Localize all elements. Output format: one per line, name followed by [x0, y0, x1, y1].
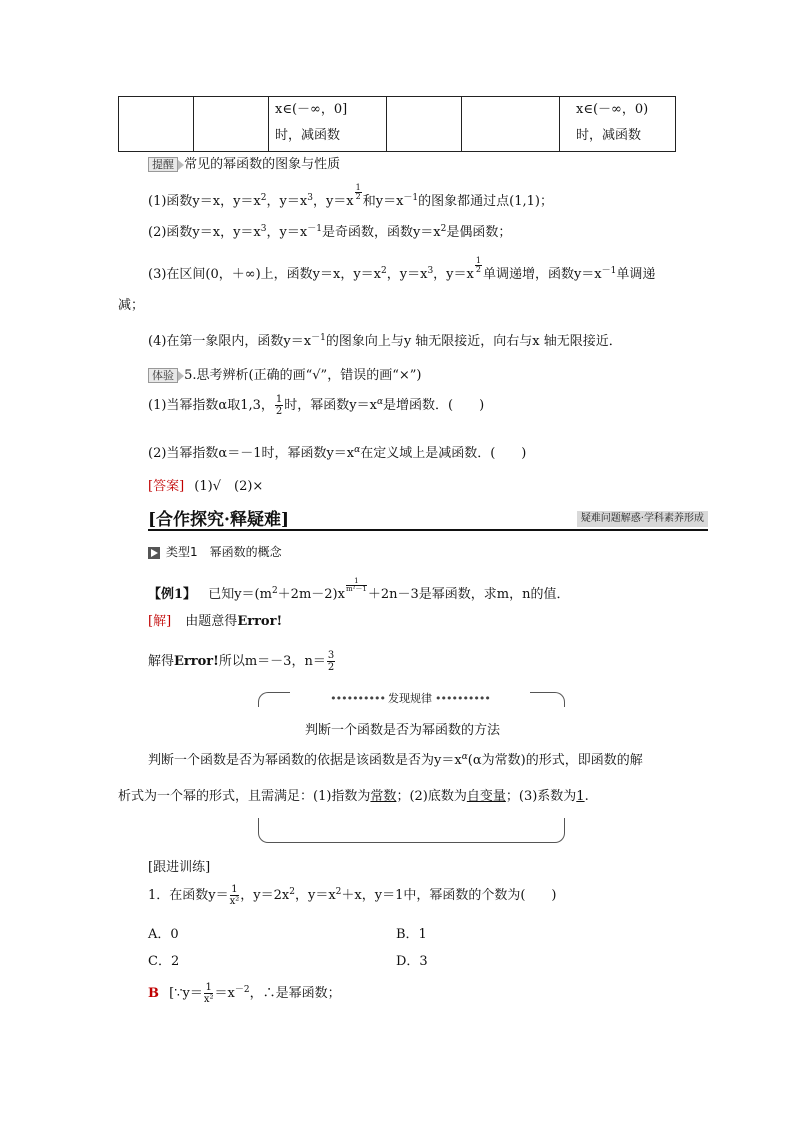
fraction-numerator: 1	[231, 884, 238, 895]
text: 在定义域上是减函数．( )	[360, 446, 527, 461]
fraction-denominator: x²	[203, 994, 214, 1005]
solution-line-2	[148, 650, 336, 673]
text: 是偶函数；	[446, 225, 512, 240]
text: ，y＝2x	[240, 888, 290, 903]
text: 所以m＝－3，n＝	[218, 654, 326, 669]
exponent: α	[461, 752, 468, 762]
fraction-numerator: 1	[475, 256, 481, 265]
rule-box-title: 判断一个函数是否为幂函数的方法	[305, 723, 501, 738]
text: ，y＝x	[266, 225, 308, 240]
fraction-denominator: 2	[275, 406, 283, 417]
text: ，y＝x	[294, 888, 336, 903]
table-cell	[119, 97, 194, 152]
text: ，y＝x	[433, 267, 474, 282]
exponent: －1	[601, 266, 617, 276]
tiyan-title: 5.思考辨析(正确的画“√”，错误的画“×”)	[184, 368, 422, 383]
answer-label: [答案]	[148, 479, 185, 494]
text: ，y＝x	[266, 194, 308, 209]
text: (2)当幂指数α＝－1时，幂函数y＝x	[148, 446, 355, 461]
exponent: －1	[403, 193, 419, 203]
text: 解得	[148, 654, 175, 669]
tixing-item-3	[148, 257, 655, 282]
fraction-numerator: 3	[327, 650, 335, 661]
solution-line-1	[148, 610, 282, 629]
exponent: －2	[234, 985, 250, 995]
text: 由题意得	[185, 614, 238, 629]
text: (α为常数)的形式，即函数的解	[467, 753, 643, 768]
text: (1)当幂指数α取1,3，	[148, 398, 274, 413]
fraction-numerator: 1	[275, 394, 283, 405]
exponent: α	[354, 445, 361, 455]
tixing-heading	[148, 153, 340, 172]
exponent-fraction	[346, 578, 367, 593]
exponent: 2	[440, 224, 447, 234]
text: ；(2)底数为	[396, 789, 467, 804]
play-triangle-icon	[148, 547, 160, 559]
fraction	[275, 394, 283, 417]
fraction	[204, 982, 214, 1005]
rule-label-text: 发现规律	[388, 692, 432, 705]
tixing-item-1	[148, 184, 553, 209]
exponent-fraction	[355, 184, 362, 201]
option-a: A．0	[148, 927, 179, 942]
text: 析式为一个幂的形式，且需满足：(1)指数为	[118, 789, 371, 804]
cell-line: 时，减函数	[275, 128, 341, 143]
cell-line: 时，减函数	[576, 128, 642, 143]
fraction-denominator: 2	[327, 662, 335, 673]
text: 是增函数．( )	[383, 398, 485, 413]
training-question-1	[148, 884, 556, 907]
table-cell	[387, 97, 462, 152]
fraction-denominator: m²－1	[345, 585, 367, 593]
table-row	[119, 97, 676, 152]
fraction-numerator: 1	[205, 982, 212, 993]
cell-line: x∈(－∞，0]	[275, 102, 348, 117]
table-cell	[462, 97, 560, 152]
type-label: 类型1 幂函数的概念	[166, 545, 282, 559]
fraction-denominator: 2	[355, 192, 361, 201]
tiyan-tag: 体验	[148, 368, 178, 383]
section-header	[148, 507, 708, 531]
example-1	[148, 578, 569, 602]
text: 时，幂函数y＝x	[284, 398, 377, 413]
answer-letter: B	[148, 986, 159, 1001]
tixing-item-4	[148, 330, 622, 349]
exponent: α	[376, 397, 384, 407]
text: 单调递	[616, 267, 656, 282]
text: [∵y＝	[169, 986, 203, 1001]
error-text: Error!	[174, 654, 219, 669]
exponent: 2	[260, 193, 267, 203]
cell-line: x∈(－∞，0)	[576, 102, 649, 117]
exponent: 2	[271, 586, 278, 596]
text: ，y＝x	[312, 194, 354, 209]
rule-box-paragraph-1	[148, 749, 643, 768]
text: 1．在函数y＝	[148, 888, 229, 903]
training-label: [跟进训练]	[148, 860, 211, 875]
fraction-numerator: 1	[355, 183, 361, 192]
exponent: －1	[311, 333, 326, 343]
exponent: 2	[335, 887, 342, 897]
tiyan-question-2	[148, 442, 526, 461]
text: ＋2n－3是幂函数，求m，n的值．	[367, 587, 570, 602]
table-cell	[194, 97, 269, 152]
tixing-item-2	[148, 221, 511, 240]
text: ；(3)系数为	[505, 789, 577, 804]
text: 的图象都通过点(1,1)；	[418, 194, 553, 209]
tiyan-question-1	[148, 394, 484, 417]
text: 是奇函数，函数y＝x	[321, 225, 441, 240]
option-d: D．3	[396, 954, 428, 969]
underlined-answer: 1	[576, 789, 585, 804]
exponent: 3	[307, 193, 313, 203]
text: ，∴是幂函数；	[249, 986, 341, 1001]
table-cell	[560, 97, 676, 152]
text: (3)在区间(0，＋∞)上，函数y＝x，y＝x	[148, 267, 382, 282]
tiyan-answer	[148, 475, 263, 494]
fraction	[230, 884, 240, 907]
text: (1)函数y＝x，y＝x	[148, 194, 261, 209]
exponent: 3	[260, 224, 267, 234]
option-b: B．1	[396, 927, 427, 942]
exponent: 2	[381, 266, 387, 276]
exponent: 2	[289, 887, 295, 897]
tixing-item-3-wrap: 减；	[118, 298, 145, 313]
exponent: 3	[427, 266, 434, 276]
exponent-fraction	[475, 257, 482, 274]
text: 的图象向上与y 轴无限接近，向右与x 轴无限接近．	[325, 334, 622, 349]
tiyan-heading	[148, 364, 421, 383]
rule-box-label: •••••••••• 发现规律 ••••••••••	[290, 692, 530, 706]
table-cell	[269, 97, 387, 152]
example-label: 【例1】	[148, 587, 197, 602]
text: ＝x	[214, 986, 235, 1001]
section-subtitle: 疑难问题解惑·学科素养形成	[577, 511, 708, 527]
text: ＋x，y＝1中，幂函数的个数为( )	[341, 888, 557, 903]
text: (4)在第一象限内，函数y＝x	[148, 334, 312, 349]
fraction-numerator: 1	[346, 578, 367, 586]
tixing-tag: 提醒	[148, 157, 178, 172]
error-text: Error!	[237, 614, 283, 629]
text: 已知y＝(m	[208, 587, 272, 602]
fraction-denominator: x²	[229, 896, 240, 907]
text: 和y＝x	[362, 194, 404, 209]
section-title: [合作探究·释疑难]	[148, 510, 290, 530]
text: ＋2m－2)x	[277, 587, 345, 602]
training-answer	[148, 982, 341, 1005]
option-c: C．2	[148, 954, 180, 969]
text: (2)函数y＝x，y＝x	[148, 225, 261, 240]
fraction	[327, 650, 335, 673]
rule-box-paragraph-2	[118, 785, 589, 804]
text: .	[584, 789, 589, 804]
solution-label: [解]	[148, 614, 172, 629]
type-heading	[148, 543, 282, 560]
tixing-title: 常见的幂函数的图象与性质	[184, 157, 341, 172]
underlined-answer: 常数	[370, 789, 397, 804]
underlined-answer: 自变量	[466, 789, 506, 804]
text: 单调递增，函数y＝x	[482, 267, 602, 282]
answer-text: (1)√ (2)×	[194, 479, 264, 494]
rule-box-bottom	[258, 818, 565, 843]
exponent: －1	[307, 224, 322, 234]
fraction-denominator: 2	[475, 265, 481, 274]
text: ，y＝x	[386, 267, 428, 282]
properties-table-row	[118, 96, 676, 152]
text: 判断一个函数是否为幂函数的依据是该函数是否为y＝x	[148, 753, 462, 768]
